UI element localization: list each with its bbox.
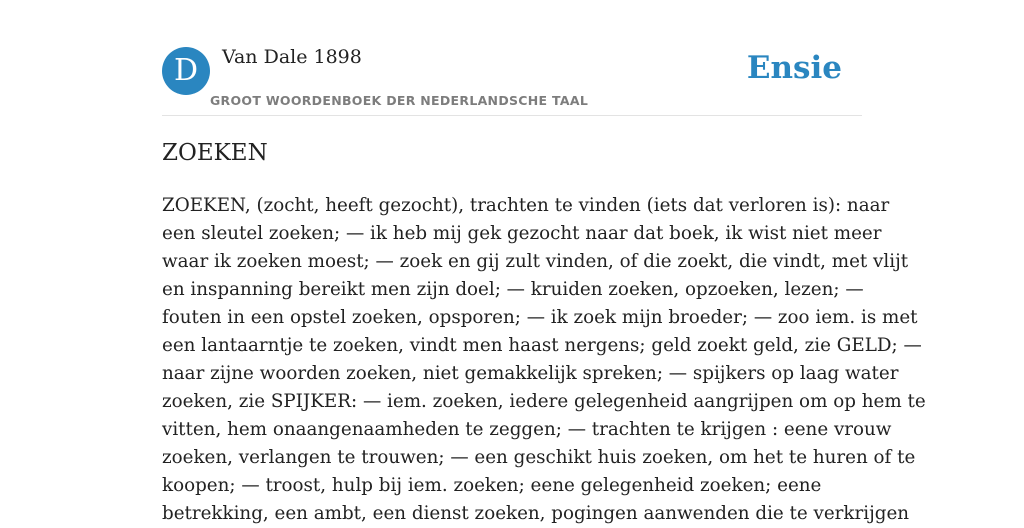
definition-line: fouten in een opstel zoeken, opsporen; — ik zoek mijn broeder; — zoo iem. is met [162, 307, 918, 328]
definition-line: een sleutel zoeken; — ik heb mij gek gezocht naar dat boek, ik wist niet meer [162, 223, 882, 244]
header-divider [162, 115, 862, 116]
definition-line: zoeken, zie SPIJKER: — iem. zoeken, iedere gelegenheid aangrijpen om op hem te [162, 391, 926, 412]
definition-line: waar ik zoeken moest; — zoek en gij zult vinden, of die zoekt, die vindt, met vlijt [162, 251, 909, 272]
definition-line: een lantaarntje te zoeken, vindt men haast nergens; geld zoekt geld, zie GELD; — [162, 335, 922, 356]
source-subtitle: GROOT WOORDENBOEK DER NEDERLANDSCHE TAAL [210, 93, 589, 108]
definition-line: betrekking, een ambt, een dienst zoeken, pogingen aanwenden die te verkrijgen [162, 503, 910, 524]
definition-line: ZOEKEN, (zocht, heeft gezocht), trachten te vinden (iets dat verloren is): naar [162, 195, 890, 216]
brand-logo[interactable]: Ensie [746, 50, 842, 86]
definition-line: vitten, hem onaangenaamheden te zeggen; — trachten te krijgen : eene vrouw [162, 419, 892, 440]
entry-definition [162, 192, 926, 528]
entry-title: ZOEKEN [162, 140, 268, 166]
dictionary-logo-icon: D [162, 47, 210, 95]
definition-line: koopen; — troost, hulp bij iem. zoeken; eene gelegenheid zoeken; eene [162, 475, 822, 496]
definition-line: en inspanning bereikt men zijn doel; — kruiden zoeken, opzoeken, lezen; — [162, 279, 864, 300]
source-title[interactable]: Van Dale 1898 [222, 46, 362, 68]
definition-line: naar zijne woorden zoeken, niet gemakkelijk spreken; — spijkers op laag water [162, 363, 899, 384]
definition-line: zoeken, verlangen te trouwen; — een geschikt huis zoeken, om het te huren of te [162, 447, 916, 468]
